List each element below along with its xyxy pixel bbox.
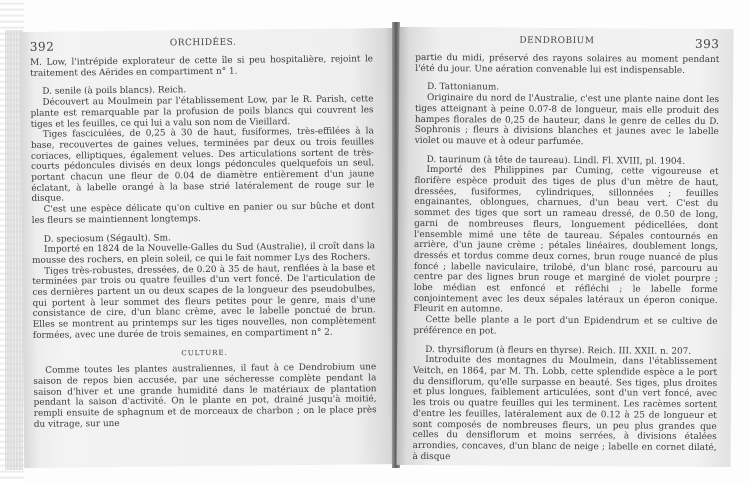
left-page-number: 392	[29, 39, 55, 54]
continued-paragraph: partie du midi, préservé des rayons solaires au moment pendant l'été du jour. Une aération convenable lui est indispensable.	[415, 52, 720, 76]
species-entry-title: D. senile (à poils blancs). Reich.	[42, 85, 187, 98]
right-page-text	[412, 53, 719, 464]
species-entry-title: D. thyrsiflorum (à fleurs en thyrse). Reich. III. XXII. n. 207.	[425, 344, 692, 357]
section-heading: CULTURE.	[181, 348, 228, 357]
right-page-number: 393	[694, 36, 720, 52]
continued-paragraph: M. Low, l'intrépide explorateur de cette île si peu hospitalière, rejoint le traitement des Aërides en compartiment n° 1.	[29, 54, 374, 79]
body-paragraph: Importé en 1824 de la Nouvelle-Galles du Sud (Australie), il croît dans la mousse des rochers, en plein soleil, ce qui le fait nommer Lys des Rochers.	[32, 241, 376, 266]
left-running-head: ORCHIDÉES.	[169, 37, 237, 49]
body-paragraph: Originaire du nord de l'Australie, c'est une plante naine dont les tiges atteignant à peine 0.07-8 de longueur, mais elle produit des hampes florales de 0,25 de hauteur, dans le genre de celles du D. Sophronis ; fleurs à divisions blanches et jaunes avec le labelle violet ou mauve et à odeur parfumée.	[414, 93, 720, 148]
body-paragraph: Comme toutes les plantes australiennes, il faut à ce Dendrobium une saison de repos bien accusée, par une sécheresse complète pendant la saison d'hiver et une grande humidité dans le matériaux de plantation pendant la saison d'activité. On le plante en pot, drainé jusqu'à moitié, rempli ensuite de sphagnum et de morceaux de charbon ; on le place près du vitrage, sur une	[33, 362, 377, 430]
right-running-head: DENDROBIUM	[519, 35, 595, 47]
body-paragraph: C'est une espèce délicate qu'on cultive en panier ou sur bûche et dont les fleurs se maintiennent longtemps.	[31, 201, 375, 226]
left-page-text	[30, 54, 377, 430]
species-entry-title: D. taurinum (à tête de taureau). Lindl. Fl. XVIII, pl. 1904.	[426, 154, 686, 167]
body-paragraph: Tiges fasciculées, de 0,25 à 30 de haut, fusiformes, très-effilées à la base, recouvertes de gaines velues, terminées par deux ou trois feuilles coriaces, elliptiques, également velues. Des articulations sortent de très-courts pédoncules divisés en deux longs pédoncules quelquefois un seul, portant chacun une fleur de 0.04 de diamètre entièrement d'un jaune éclatant, à labelle orangé à la base strié latéralement de rouge sur le disque.	[30, 126, 375, 205]
left-page	[20, 28, 398, 468]
body-paragraph: Découvert au Moulmein par l'établissement Low, par le R. Parish, cette plante est remarquable par la profusion de poils blancs qui couvrent les tiges et les feuilles, ce qui lui a valu son nom de Vieillard.	[30, 94, 374, 130]
body-paragraph: Importé des Philippines par Cuming, cette vigoureuse et florifère espèce produit des tiges de plus d'un mètre de haut, dressées, fusiformes, cylindriques, sillonnées ; feuilles engainantes, oblongues, charnues, d'un beau vert. C'est du sommet des tiges que sort un rameau dressé, de 0.50 de long, garni de nombreuses fleurs, longuement pédicellées, dont l'ensemble mimé une tête de taureau. Sépales contournés en arrière, d'un jaune crème ; pétales linéaires, doublement longs, dressés et tordus comme deux cornes, brun rouge nuancé de plus foncé ; labelle naviculaire, trilobé, d'un blanc rosé, parcouru au centre par des lignes brun rouge et marginé de violet pourpre ; lobe médian est enfoncé et réfléchi ; le labelle forme conjointement avec les deux sépales latéraux un éperon conique. Fleurit en automne.	[413, 165, 719, 316]
right-page	[396, 27, 733, 467]
body-paragraph: Cette belle plante a le port d'un Epidendrum et se cultive de préférence en pot.	[413, 315, 718, 337]
body-paragraph: Tiges très-robustes, dressées, de 0.20 à 35 de haut, renflées à la base et terminées par trois ou quatre feuilles d'un vert foncé. De l'articulation de ces dernières partent un ou deux scapes de la longueur des pseudobulbes, qui portent à leur sommet des fleurs petites pour le genre, mais d'une consistance de cire, d'un blanc crème, avec le labelle ponctué de brun. Elles se montrent au printemps sur les tiges nouvelles, non complètement formées, avec une durée de trois semaines, en compartiment n° 2.	[32, 262, 376, 341]
species-entry-title: D. speciosum (Ségault). Sm.	[43, 232, 171, 245]
body-paragraph: Introduite des montagnes du Moulmein, dans l'établissement Veitch, en 1864, par M. Th. Lobb, cette splendide espèce a le port du densiflorum, qu'elle surpasse en beauté. Ses tiges, plus droites et plus longues, faiblement articulées, sont d'un vert foncé, avec les trois ou quatre feuilles qui les terminent. Les racèmes sortent d'entre les feuilles, latéralement aux de 0.12 à 25 de longueur et sont composés de nombreuses fleurs, un peu plus grandes que celles du densiflorum et moins serrées, à divisions étalées arrondies, concaves, d'un blanc de neige ; labelle en cornet dilaté, à disque	[412, 355, 718, 462]
species-entry-title: D. Tattonianum.	[427, 82, 500, 93]
